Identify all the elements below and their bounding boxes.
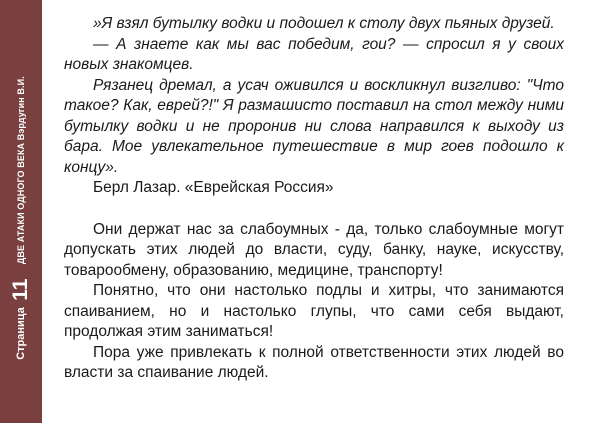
quote-attribution: Берл Лазар. «Еврейская Россия»: [93, 179, 334, 196]
page-label: Страница: [15, 307, 27, 360]
page-content: [64, 14, 564, 384]
sidebar: [0, 0, 42, 423]
running-title: ДВЕ АТАКИ ОДНОГО ВЕКА Вэрдугин В.И.: [16, 76, 26, 265]
running-header: [9, 8, 33, 428]
page-number: 11: [9, 278, 32, 301]
quote-paragraph: Рязанец дремал, а усач оживился и воскликнул визгливо: "Что такое? Как, еврей?!" Я размашисто поставил на стол между ними бутылку водки и не проронив ни слова направился к выходу из бара. Мое увлекательное путешествие в мир гоев подошло к концу».: [64, 76, 564, 176]
quote-paragraph: — А знаете как мы вас победим, гои? — спросил я у своих новых знакомцев.: [64, 35, 564, 73]
body-paragraph: Пора уже привлекать к полной ответственности этих людей во власти за спаивание людей.: [64, 343, 564, 381]
body-paragraph: Понятно, что они настолько подлы и хитры, что занимаются спаиванием, но и настолько глупы, что сами себя выдают, продолжая этим заниматься!: [64, 282, 564, 340]
quote-paragraph: »Я взял бутылку водки и подошел к столу двух пьяных друзей.: [93, 15, 555, 32]
body-paragraph: Они держат нас за слабоумных - да, только слабоумные могут допускать этих людей до власти, суду, банку, науке, искусству, товарообмену, образованию, медицине, транспорту!: [64, 220, 564, 279]
paragraph-gap: [64, 199, 564, 220]
